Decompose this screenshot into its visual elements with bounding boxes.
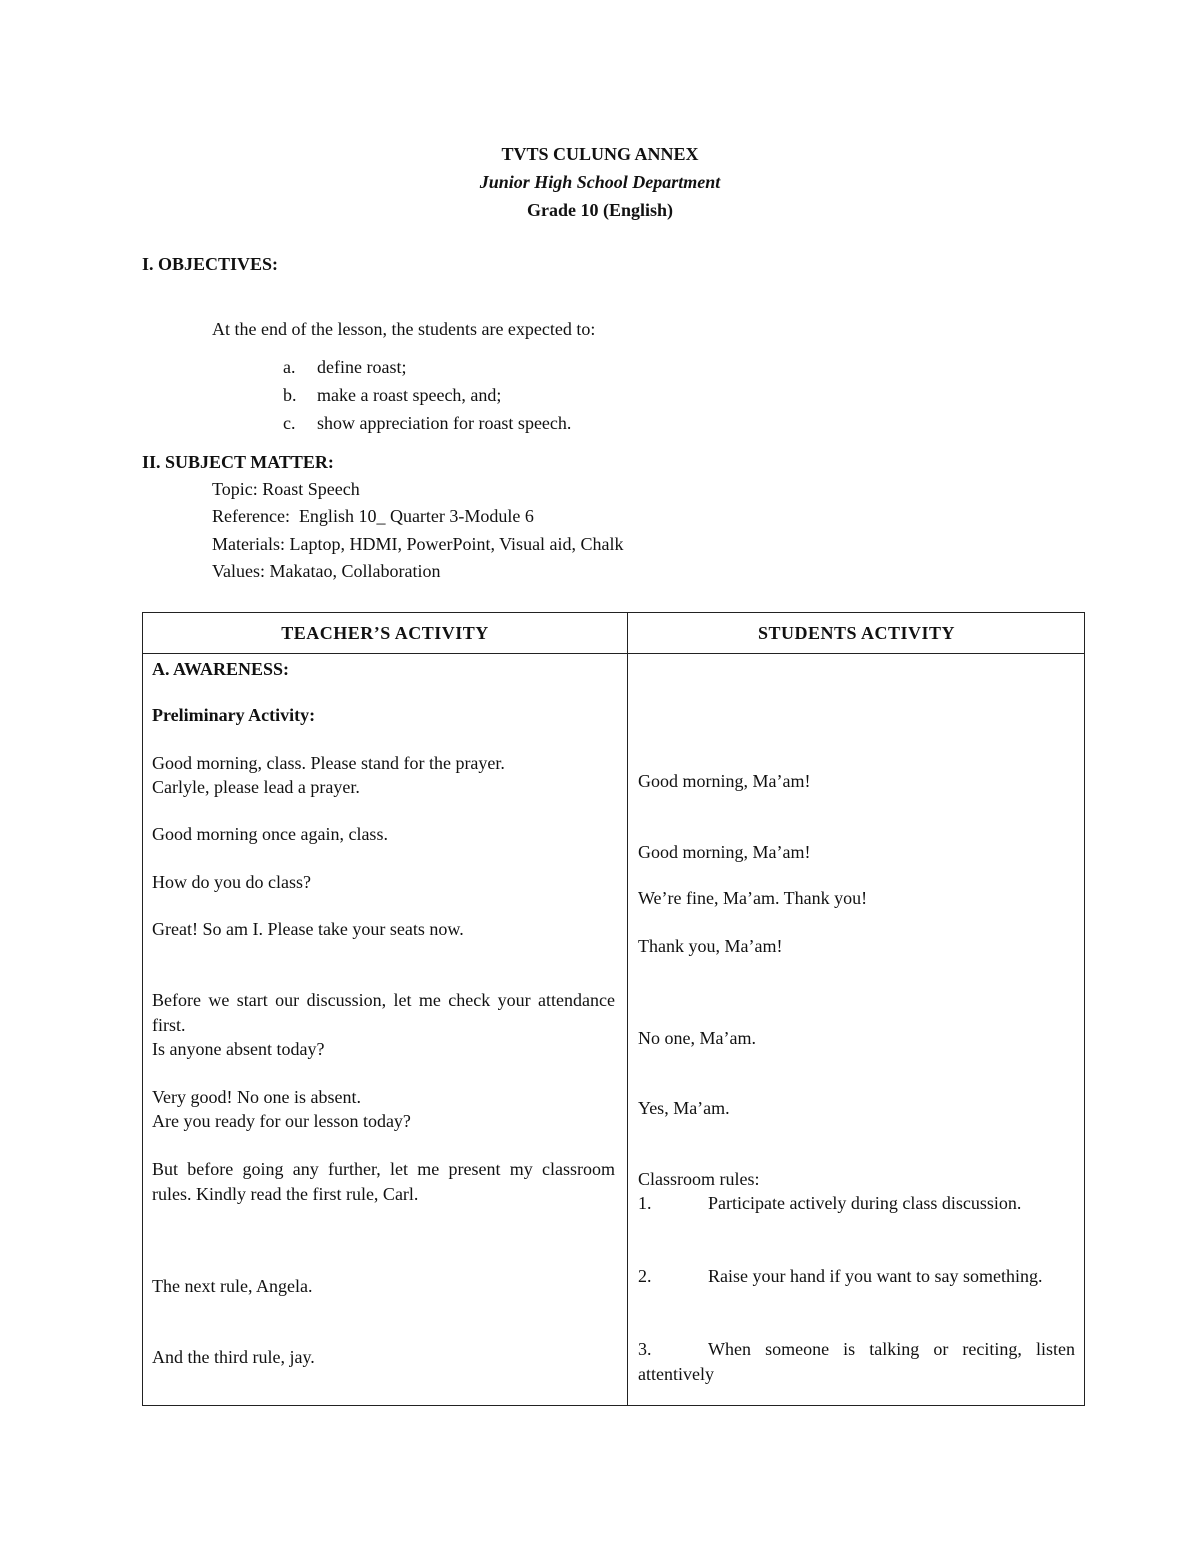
- header-students-activity: STUDENTS ACTIVITY: [757, 623, 956, 643]
- teacher-line: But before going any further, let me present my classroom rules. Kindly read the first rule, Carl.: [152, 1159, 615, 1204]
- teacher-line: The next rule, Angela.: [152, 1276, 313, 1296]
- school-name: TVTS CULUNG ANNEX: [501, 144, 699, 164]
- reference: Reference: English 10_ Quarter 3-Module 6: [212, 506, 534, 526]
- department-name: Junior High School Department: [479, 172, 721, 192]
- teacher-line: Good morning, class. Please stand for the prayer.: [152, 753, 505, 773]
- rule-number: 2.: [638, 1266, 652, 1286]
- objective-item: [283, 411, 571, 436]
- classroom-rule: [638, 1337, 1075, 1386]
- column-divider: [627, 613, 628, 1405]
- teacher-line: And the third rule, jay.: [152, 1347, 315, 1367]
- objective-item: [283, 355, 406, 380]
- section-awareness: A. AWARENESS:: [152, 659, 290, 679]
- classroom-rule: [638, 1191, 1075, 1216]
- header-divider: [143, 653, 1084, 654]
- objective-text: show appreciation for roast speech.: [317, 413, 572, 433]
- rule-text: When someone is talking or reciting, listen attentively: [638, 1339, 1075, 1384]
- rule-text: Raise your hand if you want to say something.: [708, 1266, 1043, 1286]
- values: Values: Makatao, Collaboration: [212, 561, 441, 581]
- objective-text: make a roast speech, and;: [317, 385, 502, 405]
- student-response: Good morning, Ma’am!: [638, 842, 811, 862]
- student-response: Thank you, Ma’am!: [638, 936, 783, 956]
- rule-text: Participate actively during class discussion.: [708, 1193, 1022, 1213]
- objective-text: define roast;: [317, 357, 407, 377]
- rule-number: 3.: [638, 1339, 652, 1359]
- teacher-line: Carlyle, please lead a prayer.: [152, 777, 360, 797]
- teacher-line: Very good! No one is absent.: [152, 1087, 361, 1107]
- grade-subject: Grade 10 (English): [526, 200, 673, 220]
- student-response: No one, Ma’am.: [638, 1028, 756, 1048]
- teacher-line: Are you ready for our lesson today?: [152, 1111, 411, 1131]
- objective-marker: a.: [283, 357, 296, 377]
- teacher-line: Before we start our discussion, let me check your attendance first.: [152, 990, 615, 1035]
- teacher-line: Great! So am I. Please take your seats now.: [152, 919, 464, 939]
- objectives-intro: At the end of the lesson, the students are expected to:: [212, 319, 596, 339]
- rule-number: 1.: [638, 1193, 652, 1213]
- classroom-rule: [638, 1264, 1075, 1289]
- materials: Materials: Laptop, HDMI, PowerPoint, Visual aid, Chalk: [212, 534, 624, 554]
- teacher-line: How do you do class?: [152, 872, 311, 892]
- classroom-rules-title: Classroom rules:: [638, 1169, 760, 1189]
- objective-item: [283, 383, 501, 408]
- student-response: Good morning, Ma’am!: [638, 771, 811, 791]
- objective-marker: c.: [283, 413, 296, 433]
- student-response: We’re fine, Ma’am. Thank you!: [638, 888, 868, 908]
- teacher-line: Good morning once again, class.: [152, 824, 388, 844]
- teacher-line: Is anyone absent today?: [152, 1039, 325, 1059]
- subsection-preliminary: Preliminary Activity:: [152, 705, 316, 725]
- header-teacher-activity: TEACHER’S ACTIVITY: [281, 623, 489, 643]
- subject-matter-heading: II. SUBJECT MATTER:: [142, 452, 334, 472]
- student-response: Yes, Ma’am.: [638, 1098, 730, 1118]
- objective-marker: b.: [283, 385, 297, 405]
- objectives-heading: I. OBJECTIVES:: [142, 254, 279, 274]
- topic: Topic: Roast Speech: [212, 479, 360, 499]
